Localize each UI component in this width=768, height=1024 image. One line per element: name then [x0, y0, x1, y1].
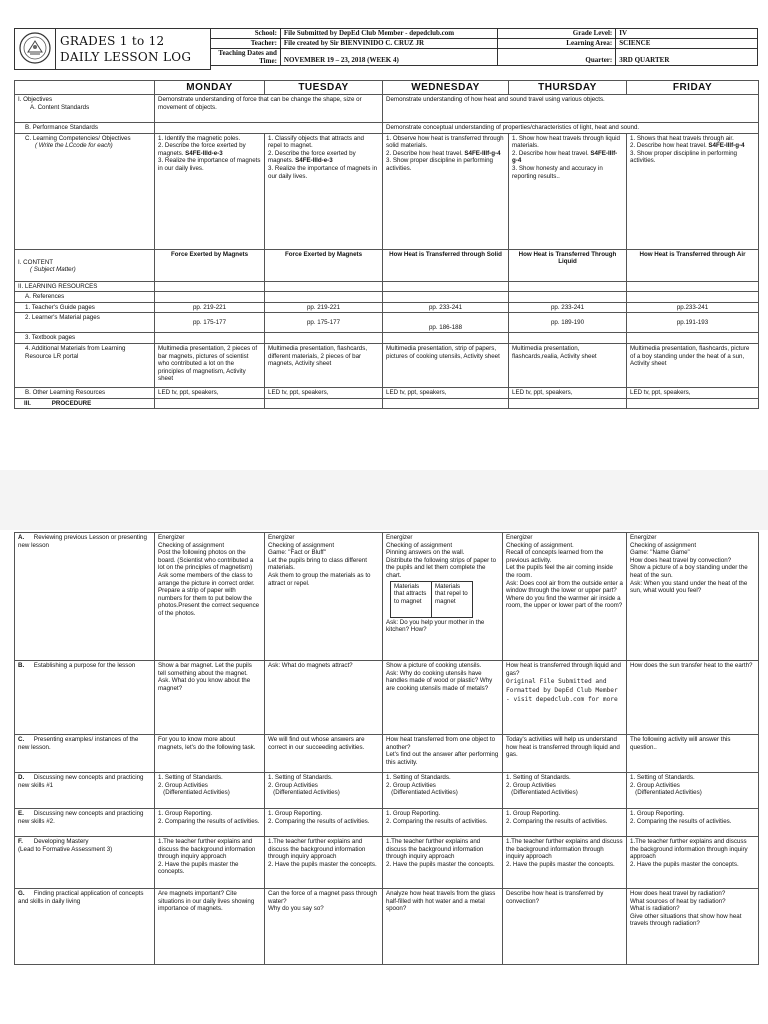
content-standards-mt: Demonstrate understanding of force that can be change the shape, size or movement of objects. — [155, 95, 383, 123]
other-resources-label: B. Other Learning Resources — [15, 387, 155, 398]
procedure-g-letter: G. — [18, 890, 25, 897]
tg-pages-monday: pp. 219-221 — [155, 302, 265, 313]
procedure-g-label-cell — [15, 889, 155, 965]
page-gap — [0, 470, 768, 530]
procedure-g-label: Finding practical application of concepts and skills in daily living — [18, 890, 144, 905]
competencies-tuesday: 1. Classify objects that attracts and repel to magnet. 2. Describe the force exerted by magnets. S4FE-IIId-e-3 3. Realize the importance of magnets in our daily lives. — [265, 133, 383, 249]
procedure-d-monday: 1. Setting of Standards. 2. Group Activities (Differentiated Activities) — [155, 773, 265, 809]
log-title-line1: GRADES 1 to 12 — [60, 34, 165, 48]
procedure-f-label-cell — [15, 837, 155, 889]
procedure-f-label: Developing Mastery (Lead to Formative Assessment 3) — [18, 838, 113, 853]
procedure-b-wednesday: Show a picture of cooking utensils. Ask: Why do cooking utensils have handles made of wood or plastic? Why are cooking utensils made of metals? — [383, 661, 503, 735]
procedure-d-wednesday: 1. Setting of Standards. 2. Group Activities (Differentiated Activities) — [383, 773, 503, 809]
competencies-label: C. Learning Competencies/ Objectives — [25, 134, 131, 142]
procedure-c-monday: For you to know more about magnets, let's do the following task. — [155, 735, 265, 773]
procedure-e-monday: 1. Group Reporting. 2. Comparing the results of activities. — [155, 809, 265, 837]
learners-material-label: 2. Learner's Material pages — [15, 313, 155, 333]
day-header-thursday: THURSDAY — [509, 81, 627, 95]
procedure-e-letter: E. — [18, 810, 24, 817]
other-thursday: LED tv, ppt, speakers, — [509, 387, 627, 398]
procedure-f-letter: F. — [18, 838, 23, 845]
teaching-dates-value: NOVEMBER 19 – 23, 2018 (WEEK 4) — [280, 49, 498, 66]
lm-pages-thursday: pp. 189-190 — [509, 313, 627, 333]
procedure-d-tuesday: 1. Setting of Standards. 2. Group Activities (Differentiated Activities) — [265, 773, 383, 809]
procedure-g-monday: Are magnets important? Cite situations in our daily lives showing importance of magnets. — [155, 889, 265, 965]
grade-label: Grade Level: — [498, 29, 616, 39]
day-header-monday: MONDAY — [155, 81, 265, 95]
procedure-label: PROCEDURE — [51, 399, 92, 407]
procedure-d-label-cell — [15, 773, 155, 809]
performance-standards-label: B. Performance Standards — [15, 123, 155, 134]
procedure-b-monday: Show a bar magnet. Let the pupils tell something about the magnet. Ask. What do you know about the magnet? — [155, 661, 265, 735]
textbook-label: 3. Textbook pages — [15, 333, 155, 344]
log-title-line2: DAILY LESSON LOG — [60, 50, 192, 64]
learning-area-value: SCIENCE — [616, 39, 758, 49]
procedure-b-tuesday: Ask: What do magnets attract? — [265, 661, 383, 735]
school-label: School: — [211, 29, 281, 39]
school-value: File Submitted by DepEd Club Member - depedclub.com — [280, 29, 498, 39]
procedure-g-tuesday: Can the force of a magnet pass through water? Why do you say so? — [265, 889, 383, 965]
other-tuesday: LED tv, ppt, speakers, — [265, 387, 383, 398]
procedure-f-thursday: 1.The teacher further explains and discuss the background information through inquiry approach 2. Have the pupils master the concepts. — [503, 837, 627, 889]
objectives-label: I. Objectives — [18, 96, 53, 103]
grade-value: IV — [616, 29, 758, 39]
procedure-d-letter: D. — [18, 774, 25, 781]
procedure-b-thursday: How heat is transferred through liquid and gas? — [506, 662, 621, 677]
procedure-g-friday: How does heat travel by radiation? What sources of heat by radiation? What is radiation? Give other situations that show how heat travels through radiation? — [627, 889, 759, 965]
procedure-f-wednesday: 1.The teacher further explains and discuss the background information through inquiry approach 2. Have the pupils master the concepts. — [383, 837, 503, 889]
teaching-dates-label: Teaching Dates and Time: — [211, 49, 281, 66]
log-title-box — [54, 28, 211, 70]
content-standards-label: A. Content Standards — [30, 103, 90, 111]
materials-repel-header: Materials that repel to magnet — [432, 581, 473, 617]
tg-pages-thursday: pp. 233-241 — [509, 302, 627, 313]
additional-thursday: Multimedia presentation, flashcards,realia, Activity sheet — [509, 343, 627, 387]
day-header-tuesday: TUESDAY — [265, 81, 383, 95]
procedure-a-label: Reviewing previous Lesson or presenting new lesson — [18, 534, 147, 549]
procedure-f-friday: 1.The teacher further explains and discuss the background information through inquiry approach 2. Have the pupils master the concepts. — [627, 837, 759, 889]
lesson-log-table-top — [14, 80, 759, 409]
performance-standards-mt — [155, 123, 383, 134]
lm-pages-tuesday: pp. 175-177 — [265, 313, 383, 333]
procedure-e-thursday: 1. Group Reporting. 2. Comparing the results of activities. — [503, 809, 627, 837]
procedure-number: III. — [24, 399, 31, 407]
procedure-c-label-cell — [15, 735, 155, 773]
procedure-label-cell — [15, 398, 155, 409]
competencies-thursday: 1. Show how heat travels through liquid materials. 2. Describe how heat travel. S4FE-IIIf-g-4 3. Show honesty and accuracy in reporting results.. — [509, 133, 627, 249]
content-label-cell — [15, 249, 155, 281]
competencies-wednesday: 1. Observe how heat is transferred through solid materials. 2. Describe how heat travel. S4FE-IIIf-g-4 3. Show proper discipline in performing activities. — [383, 133, 509, 249]
procedure-c-thursday: Today's activities will help us understand how heat is transferred through liquid and gas. — [503, 735, 627, 773]
quarter-label: Quarter: — [498, 49, 616, 66]
lesson-log-table-procedure — [14, 532, 759, 965]
procedure-a-letter: A. — [18, 534, 25, 541]
tg-pages-wednesday: pp. 233-241 — [383, 302, 509, 313]
document-header — [14, 28, 758, 72]
competencies-friday: 1. Shows that heat travels through air. 2. Describe how heat travel. S4FE-IIIf-g-4 3. Show proper discipline in performing activities. — [627, 133, 759, 249]
content-wednesday: How Heat is Transferred through Solid — [383, 249, 509, 281]
logo-box — [14, 28, 56, 70]
procedure-e-wednesday: 1. Group Reporting. 2. Comparing the results of activities. — [383, 809, 503, 837]
procedure-c-wednesday: How heat transferred from one object to another? Let's find out the answer after performing this activity. — [383, 735, 503, 773]
header-meta-table — [210, 28, 758, 66]
lm-pages-wednesday: pp. 186-188 — [383, 313, 509, 333]
procedure-c-friday: The following activity will answer this question.. — [627, 735, 759, 773]
additional-friday: Multimedia presentation, flashcards, picture of a boy standing under the heat of a sun, Activity sheet — [627, 343, 759, 387]
procedure-a-wednesday: Energizer Checking of assignment Pinning answers on the wall. Distribute the following strips of paper to the pupils and let them complete the chart. — [386, 534, 497, 579]
procedure-a-wednesday-cell — [383, 533, 503, 661]
content-thursday: How Heat is Transferred Through Liquid — [509, 249, 627, 281]
procedure-d-friday: 1. Setting of Standards. 2. Group Activities (Differentiated Activities) — [627, 773, 759, 809]
procedure-a-monday: Energizer Checking of assignment Post the following photos on the board. (Scientist who contributed a lot on the principles of magnetism) Ask some members of the class to arrange the picture in correct order. Prepare a strip of paper with numbers for them to put below the photos.Present the correct sequence of the photos. — [155, 533, 265, 661]
procedure-b-friday: How does the sun transfer heat to the earth? — [627, 661, 759, 735]
tg-pages-friday: pp.233-241 — [627, 302, 759, 313]
lm-pages-monday: pp. 175-177 — [155, 313, 265, 333]
teachers-guide-label: 1. Teacher's Guide pages — [15, 302, 155, 313]
procedure-b-label-cell — [15, 661, 155, 735]
procedure-a-label-cell — [15, 533, 155, 661]
additional-materials-label: 4. Additional Materials from Learning Resource LR portal — [15, 343, 155, 387]
page-one — [0, 0, 768, 470]
quarter-value: 3RD QUARTER — [616, 49, 758, 66]
competencies-monday: 1. Identify the magnetic poles. 2. Describe the force exerted by magnets. S4FE-IIId-e-3 3. Realize the importance of magnets in our daily lives. — [155, 133, 265, 249]
procedure-d-thursday: 1. Setting of Standards. 2. Group Activities (Differentiated Activities) — [503, 773, 627, 809]
watermark-text: Original File Submitted and Formatted by DepEd Club Member - visit depedclub.com for more — [506, 678, 618, 704]
tg-pages-tuesday: pp. 219-221 — [265, 302, 383, 313]
procedure-b-letter: B. — [18, 662, 25, 669]
competencies-note: ( Write the LCcode for each) — [35, 142, 113, 150]
additional-tuesday: Multimedia presentation, flashcards, different materials, 2 pieces of bar magnets, Activity sheet — [265, 343, 383, 387]
procedure-d-label: Discussing new concepts and practicing new skills #1 — [18, 774, 144, 789]
day-header-friday: FRIDAY — [627, 81, 759, 95]
procedure-c-tuesday: We will find out whose answers are correct in our succeeding activities. — [265, 735, 383, 773]
procedure-c-label: Presenting examples/ instances of the new lesson. — [18, 736, 139, 751]
teacher-label: Teacher: — [211, 39, 281, 49]
procedure-e-tuesday: 1. Group Reporting. 2. Comparing the results of activities. — [265, 809, 383, 837]
references-label: A. References — [15, 292, 155, 303]
procedure-a-wednesday-ask: Ask: Do you help your mother in the kitchen? How? — [386, 618, 485, 634]
corner-cell — [15, 81, 155, 95]
procedure-f-tuesday: 1.The teacher further explains and discuss the background information through inquiry approach 2. Have the pupils master the concepts. — [265, 837, 383, 889]
procedure-c-letter: C. — [18, 736, 25, 743]
procedure-b-label: Establishing a purpose for the lesson — [33, 662, 136, 669]
objectives-label-cell — [15, 95, 155, 123]
other-wednesday: LED tv, ppt, speakers, — [383, 387, 509, 398]
teacher-value: File created by Sir BIENVINIDO C. CRUZ JR — [280, 39, 498, 49]
lm-pages-friday: pp.191-193 — [627, 313, 759, 333]
performance-standards-wtf: Demonstrate conceptual understanding of properties/characteristics of light, heat and sound. — [383, 123, 759, 134]
day-header-wednesday: WEDNESDAY — [383, 81, 509, 95]
procedure-g-thursday: Describe how heat is transferred by convection? — [503, 889, 627, 965]
procedure-e-label: Discussing new concepts and practicing new skills #2. — [18, 810, 144, 825]
procedure-e-label-cell — [15, 809, 155, 837]
additional-wednesday: Multimedia presentation, strip of papers, pictures of cooking utensils, Activity sheet — [383, 343, 509, 387]
other-friday: LED tv, ppt, speakers, — [627, 387, 759, 398]
procedure-f-monday: 1.The teacher further explains and discuss the background information through inquiry approach 2. Have the pupils master the concepts. — [155, 837, 265, 889]
procedure-e-friday: 1. Group Reporting. 2. Comparing the results of activities. — [627, 809, 759, 837]
resources-label: II. LEARNING RESOURCES — [15, 281, 155, 292]
content-monday: Force Exerted by Magnets — [155, 249, 265, 281]
procedure-g-wednesday: Analyze how heat travels from the glass half-filled with hot water and a metal spoon? — [383, 889, 503, 965]
content-friday: How Heat is Transferred through Air — [627, 249, 759, 281]
additional-monday: Multimedia presentation, 2 pieces of bar magnets, pictures of scientist who contributed a lot on the principles of magnetism, Activity sheet — [155, 343, 265, 387]
procedure-a-tuesday: Energizer Checking of assignment Game: "Fact or Bluff" Let the pupils bring to class different materials. Ask them to group the materials as to attract or repel. — [265, 533, 383, 661]
procedure-a-thursday: Energizer Checking of assignment. Recall of concepts learned from the previous activity. Let the pupils feel the air coming inside the room. Ask: Does cool air from the outside enter a window through the lower or upper part? Where do you find the warmer air inside a room, the upper or lower part of the room? — [503, 533, 627, 661]
deped-seal-icon — [19, 32, 51, 64]
content-note: ( Subject Matter) — [30, 266, 76, 274]
content-tuesday: Force Exerted by Magnets — [265, 249, 383, 281]
competencies-label-cell — [15, 133, 155, 249]
materials-chart — [390, 581, 473, 618]
procedure-b-thursday-cell — [503, 661, 627, 735]
learning-area-label: Learning Area: — [498, 39, 616, 49]
content-label: I. CONTENT — [18, 258, 54, 266]
page-two — [0, 530, 768, 1024]
content-standards-wtf: Demonstrate understanding of how heat and sound travel using various objects. — [383, 95, 759, 123]
materials-attract-header: Materials that attracts to magnet — [391, 581, 432, 617]
procedure-a-friday: Energizer Checking of assignment Game: "Name Game" How does heat travel by convection? Show a picture of a boy standing under the heat of the sun. Ask: When you stand under the heat of the sun, what would you feel? — [627, 533, 759, 661]
other-monday: LED tv, ppt, speakers, — [155, 387, 265, 398]
